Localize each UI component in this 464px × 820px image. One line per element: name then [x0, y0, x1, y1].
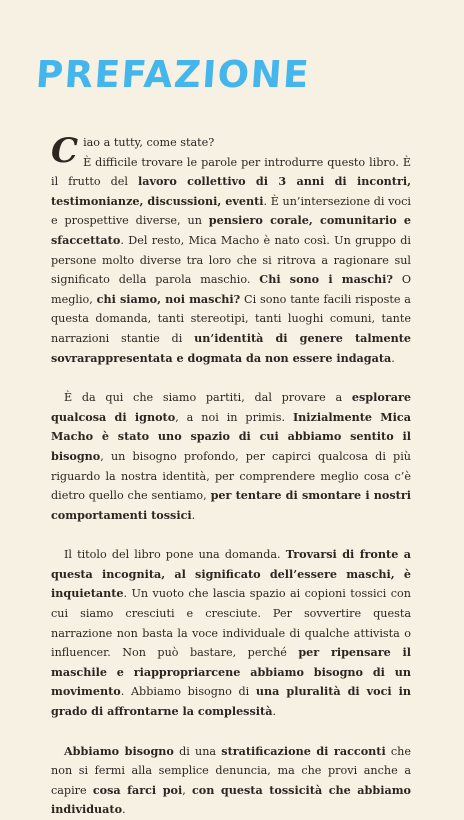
paragraph-segment-bold: Inizialmente Mica Macho è stato uno spazio di cui abbiamo sentito il bisogno	[51, 409, 411, 463]
paragraph-segment-bold: Trovarsi di fronte a questa incognita, al significato dell’essere maschi, è inquietante	[51, 547, 412, 601]
paragraph-segment: che non si fermi alla semplice denuncia, ma che provi anche a capire	[51, 744, 411, 797]
paragraph-segment: .	[272, 705, 277, 719]
paragraph-2	[51, 388, 411, 525]
paragraph-segment: .	[122, 803, 126, 817]
paragraph-segment-bold: Abbiamo bisogno	[64, 743, 174, 758]
paragraph-segment-bold: un’identità di genere talmente sovrarappresentata e dogmata da non essere indagata	[51, 330, 411, 365]
paragraph-segment-bold: una pluralità di voci in grado di affrontarne la complessità	[51, 684, 411, 719]
dropcap-letter: C	[51, 131, 79, 171]
paragraph-1	[51, 133, 411, 368]
paragraph-segment-bold: pensiero corale, comunitario e sfaccettato	[51, 213, 412, 247]
paragraph-segment-bold: Chi sono i maschi?	[259, 272, 393, 287]
paragraph-segment-bold: lavoro collettivo di 3 anni di incontri, testimonianze, discussioni, eventi	[51, 174, 411, 208]
paragraph-segment: di una	[173, 744, 222, 758]
paragraph-segment-bold: con questa tossicità che abbiamo individuato	[51, 782, 411, 817]
paragraph-segment-bold: per tentare di smontare i nostri comportamenti tossici	[51, 488, 411, 522]
paragraph-segment: iao a tutty, come state? È difficile trovare le parole per introdurre questo libro. È il frutto del	[51, 136, 411, 189]
paragraph-segment: .	[391, 351, 395, 365]
paragraph-segment: . Un vuoto che lascia spazio ai copioni tossici con cui siamo cresciuti e cresciute. Per sovvertire questa narrazione non basta la voce individuale di qualche attivista o influencer. Non può bastare, perché	[51, 587, 411, 660]
paragraph-3	[51, 545, 411, 721]
paragraph-segment: . Abbiamo bisogno di	[120, 685, 256, 699]
paragraph-4	[51, 742, 411, 820]
preface-body	[51, 133, 411, 820]
paragraph-segment: . È un’intersezione di voci e prospettive diverse, un	[51, 194, 411, 228]
paragraph-segment: Il titolo del libro pone una domanda.	[64, 548, 286, 562]
paragraph-segment-bold: cosa farci poi	[92, 782, 183, 797]
paragraph-segment-bold: stratificazione di racconti	[221, 743, 386, 758]
paragraph-segment: È da qui che siamo partiti, dal provare a	[64, 391, 352, 405]
paragraph-segment: , un bisogno profondo, per capirci qualcosa di più riguardo la nostra identità, per comprendere meglio cosa c’è dietro quello che sentiamo,	[51, 449, 411, 503]
paragraph-segment: , a noi in primis.	[175, 410, 293, 424]
page-title: PREFAZIONE	[34, 53, 312, 96]
paragraph-segment: Ci sono tante facili risposte a questa domanda, tanti stereotipi, tanti luoghi comuni, tante narrazioni stantie di	[51, 292, 411, 345]
paragraph-segment-bold: per ripensare il maschile e riappropriarcene abbiamo bisogno di un movimento	[51, 645, 412, 699]
paragraph-segment: O meglio,	[51, 273, 411, 306]
paragraph-segment-bold: esplorare qualcosa di ignoto	[51, 390, 411, 424]
paragraph-segment: .	[191, 508, 196, 522]
paragraph-segment-bold: chi siamo, noi maschi?	[96, 291, 241, 306]
paragraph-segment: . Del resto, Mica Macho è nato così. Un gruppo di persone molto diverse tra loro che si ritrova a ragionare sul significato della parola maschio.	[51, 233, 411, 287]
paragraph-segment: ,	[182, 783, 192, 797]
